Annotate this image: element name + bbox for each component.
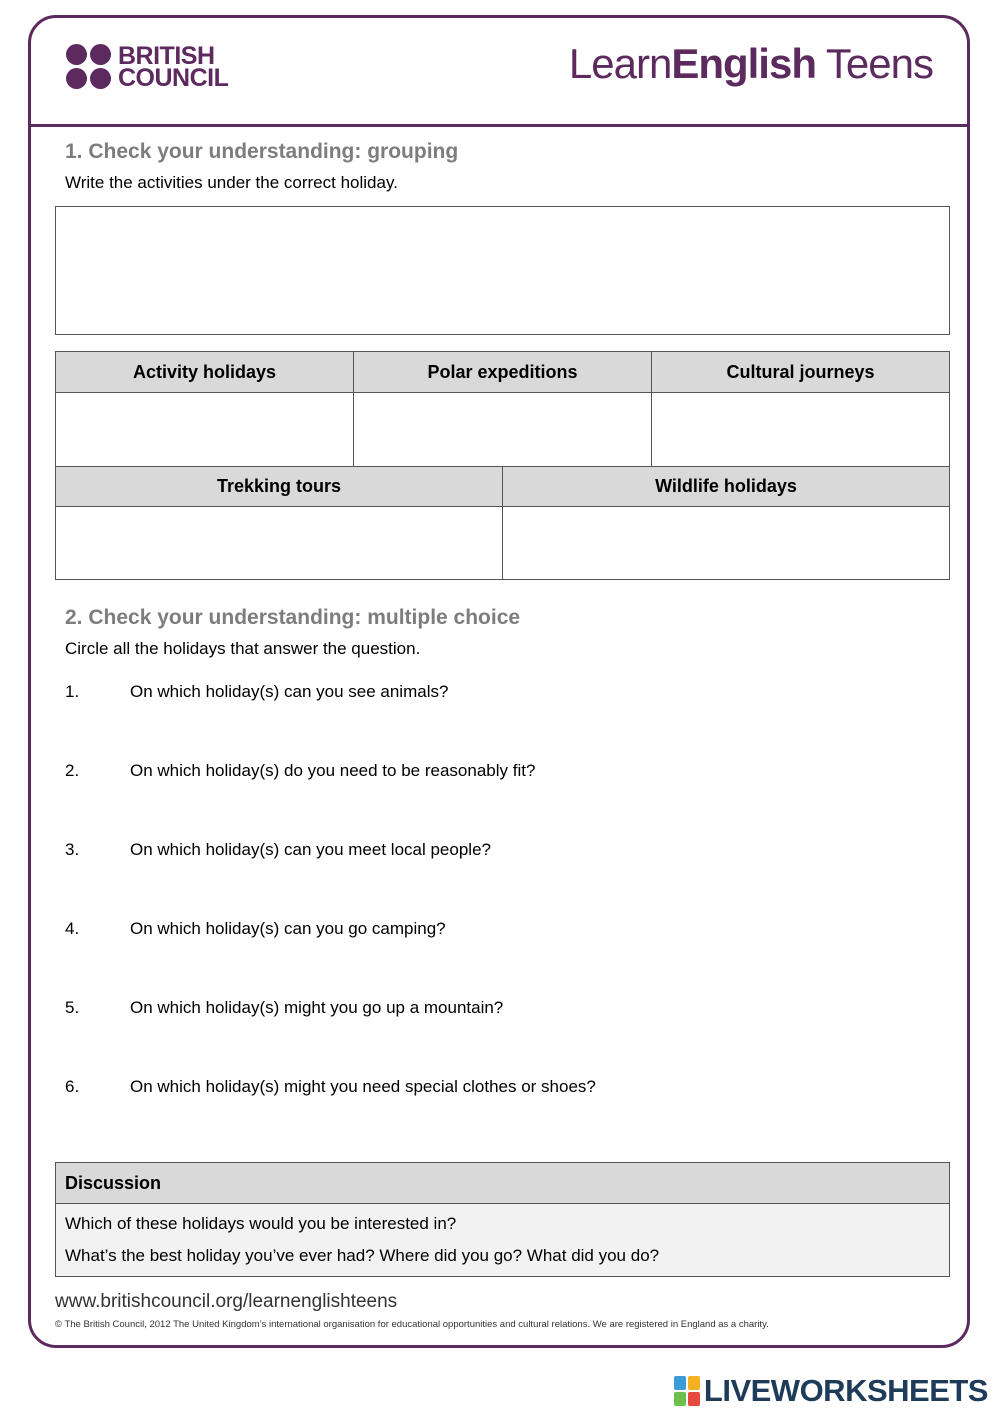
discussion-title: Discussion: [56, 1163, 949, 1204]
question-5: 5. On which holiday(s) might you go up a mountain?: [65, 998, 504, 1017]
british-council-logo: [66, 41, 229, 92]
grouping-table: [55, 351, 950, 580]
answer-cell-wildlife[interactable]: [502, 506, 950, 580]
col-header-trekking: Trekking tours: [55, 466, 503, 507]
section2-title: 2. Check your understanding: multiple choice: [65, 606, 521, 629]
liveworksheets-watermark: [674, 1373, 988, 1409]
answer-cell-polar[interactable]: [353, 392, 652, 467]
question-1: 1. On which holiday(s) can you see animals?: [65, 682, 449, 701]
section1-instruction: Write the activities under the correct holiday.: [65, 173, 398, 192]
question-2: 2. On which holiday(s) do you need to be reasonably fit?: [65, 761, 536, 780]
question-4: 4. On which holiday(s) can you go camping?: [65, 919, 446, 938]
activities-box[interactable]: [55, 206, 950, 335]
footer-copyright: © The British Council, 2012 The United Kingdom’s international organisation for educational opportunities and cultural relations. We are registered in England as a charity.: [55, 1319, 769, 1330]
question-6: 6. On which holiday(s) might you need special clothes or shoes?: [65, 1077, 596, 1096]
liveworksheets-text: LIVEWORKSHEETS: [703, 1373, 988, 1408]
liveworksheets-icon: [674, 1376, 700, 1406]
logo-dots-icon: [66, 44, 111, 89]
answer-cell-activity[interactable]: [55, 392, 354, 467]
col-header-polar: Polar expeditions: [353, 351, 652, 393]
learnenglish-teens-logo: LearnEnglish Teens: [568, 40, 933, 87]
discussion-question-1: Which of these holidays would you be interested in?: [65, 1214, 457, 1233]
section1-title: 1. Check your understanding: grouping: [65, 140, 459, 163]
logo-word-1: BRITISH: [118, 41, 215, 70]
logo-word-2: COUNCIL: [118, 63, 229, 92]
question-3: 3. On which holiday(s) can you meet local people?: [65, 840, 491, 859]
discussion-question-2: What’s the best holiday you’ve ever had? Where did you go? What did you do?: [65, 1246, 660, 1265]
col-header-cultural: Cultural journeys: [651, 351, 950, 393]
section2-instruction: Circle all the holidays that answer the question.: [65, 639, 421, 658]
discussion-box: [55, 1162, 950, 1277]
col-header-activity: Activity holidays: [55, 351, 354, 393]
footer-url[interactable]: www.britishcouncil.org/learnenglishteens: [55, 1291, 398, 1312]
answer-cell-trekking[interactable]: [55, 506, 503, 580]
col-header-wildlife: Wildlife holidays: [502, 466, 950, 507]
header-divider: [31, 124, 967, 127]
answer-cell-cultural[interactable]: [651, 392, 950, 467]
